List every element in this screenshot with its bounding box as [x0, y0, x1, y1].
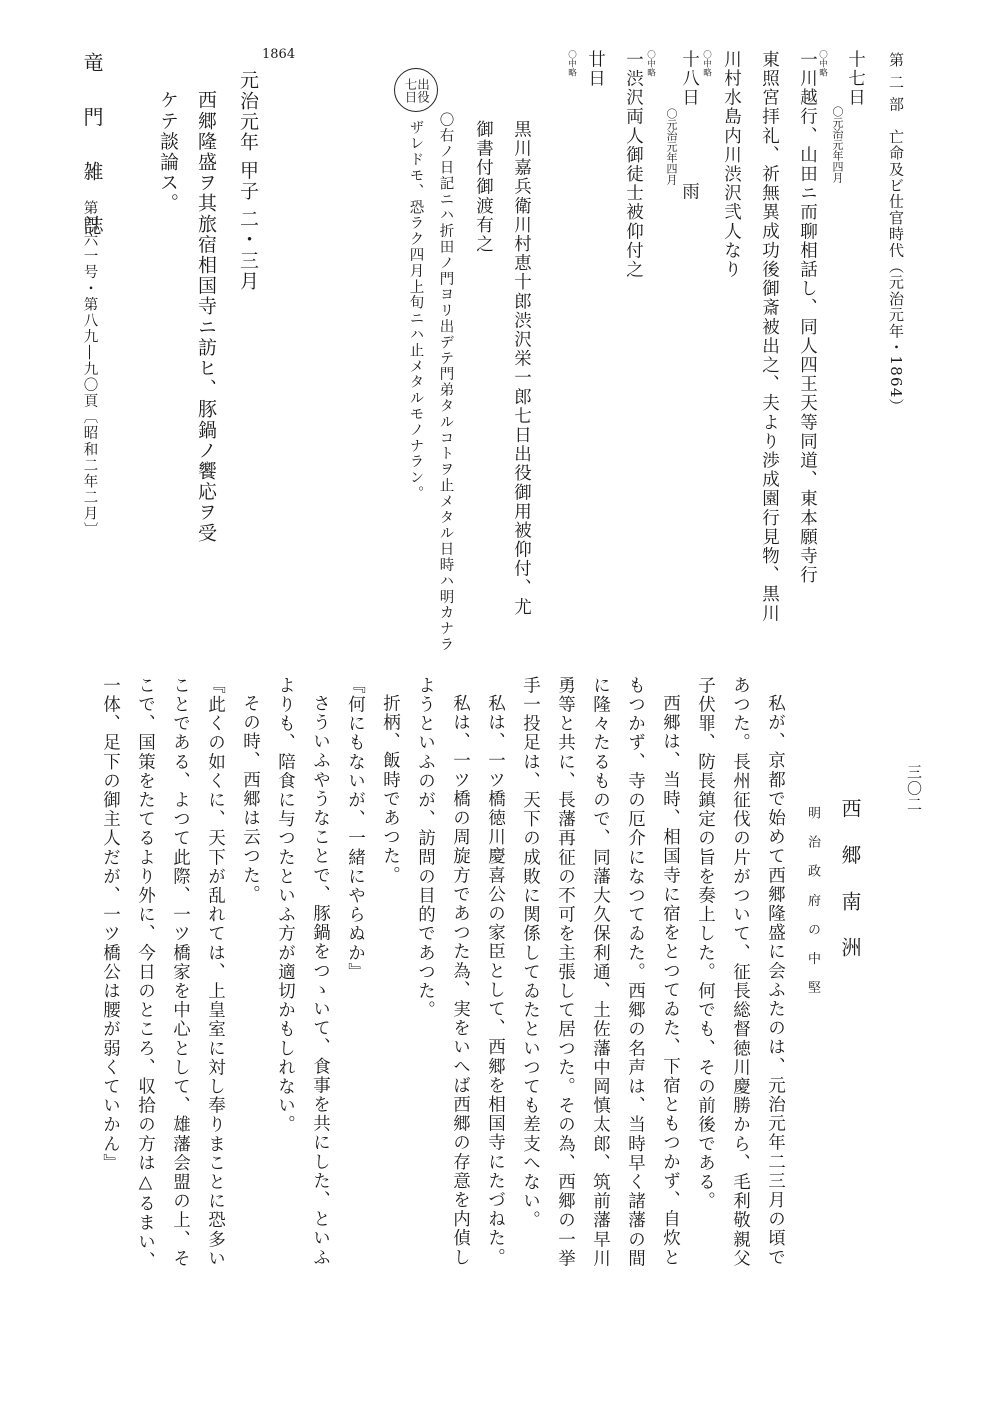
omission-mark: 〇中略: [701, 50, 712, 77]
article-title: 西 郷 南 洲: [838, 798, 862, 968]
diary-line-5: 黒川嘉兵衛川村恵十郎渋沢栄一郎七日出役御用被仰付、尤: [511, 120, 532, 617]
article-line: 一体、足下の御主人だが、一ツ橋公は腰が弱くていかん』: [100, 676, 121, 1173]
western-year: 1864: [262, 47, 296, 62]
entry-summary-1: 西郷隆盛ヲ其旅宿相国寺ニ訪ヒ、豚鍋ノ饗応ヲ受: [195, 90, 217, 544]
running-header: 第 二 部 亡命及ビ仕官時代（元治元年・1864）: [887, 52, 905, 415]
article-line: 子伏罪、防長鎮定の旨を奏上した。何でも、その前後である。: [695, 676, 716, 1211]
diary-date-17-note: 〇元治元年四月: [831, 106, 844, 183]
diary-date-18-note: 〇元治元年四月: [665, 108, 678, 185]
diary-line-6: 御書付御渡有之: [473, 120, 494, 254]
article-line: 西郷は、当時、相国寺に宿をとつてゐた、下宿ともつかず、自炊と: [660, 694, 681, 1267]
article-line: 手一投足は、天下の成敗に関係してゐたといつても差支へない。: [520, 676, 541, 1230]
article-line: よりも、陪食に与つたといふ方が適切かもしれない。: [275, 676, 296, 1135]
article-line: 『何にもないが、一緒にやらぬか』: [345, 676, 366, 982]
omission-mark: 〇中略: [645, 50, 656, 77]
badge-line-1: 七日: [403, 77, 418, 103]
article-line: 私が、京都で始めて西郷隆盛に会ふたのは、元治元年二三月の頃で: [765, 694, 786, 1267]
article-line: に隆々たるもので、同藩大久保利通、土佐藩中岡慎太郎、筑前藩早川: [590, 676, 611, 1269]
entry-summary-2: ケテ談論ス。: [157, 90, 179, 214]
page-number: 三〇二: [905, 764, 923, 813]
article-line: ことである、よつて此際、一ツ橋家を中心として、雄藩会盟の上、そ: [170, 676, 191, 1269]
omission-mark: 〇中略: [817, 50, 828, 77]
article-line: 『此くの如くに、天下が乱れては、上皇室に対し奉りまことに恐多い: [205, 676, 226, 1269]
article-line: こで、国策をたてるより外に、今日のところ、収拾の方は△るまい、: [135, 676, 156, 1271]
diary-line-2: 東照宮拝礼、祈無異成功後御斎被出之、夫より渉成園行見物、黒川: [759, 50, 780, 623]
article-line: 私は、一ツ橋の周旋方であつた為、実をいへば西郷の存意を内偵し: [450, 694, 471, 1267]
diary-date-17: 十七日: [845, 50, 866, 108]
diary-date-18: 十八日: [679, 50, 700, 108]
article-line: あつた。長州征伐の片がついて、征長総督徳川慶勝から、毛利敬親父: [730, 676, 751, 1269]
diary-line-1: 一川越行、山田ニ而聊相話し、同人四王天等同道、東本願寺行: [797, 50, 818, 585]
article-line: 勇等と共に、長藩再征の不可を主張して居つた。その為、西郷の一挙: [555, 676, 576, 1269]
dispatch-badge: [394, 68, 438, 112]
omission-mark: 〇中略: [566, 50, 577, 77]
article-line: ようといふのが、訪問の目的であつた。: [415, 676, 436, 1020]
article-line: その時、西郷は云つた。: [240, 694, 261, 905]
article-line: 私は、一ツ橋徳川慶喜公の家臣として、西郷を相国寺にたづねた。: [485, 694, 506, 1267]
editor-note-1: 〇右ノ日記ニハ折田ノ門ヨリ出デテ門弟タルコトヲ止メタル日時ハ明カナラ: [437, 112, 454, 653]
badge-line-2: 出役: [415, 77, 431, 103]
source-reference: 第四六一号・第八九―九〇頁〔昭和二年二月〕: [81, 200, 98, 539]
article-line: 折柄、飯時であつた。: [380, 694, 401, 885]
diary-date-20: 廿日: [585, 50, 606, 89]
source-title: 竜 門 雑 誌: [80, 52, 104, 250]
diary-weather: 雨: [679, 182, 700, 202]
diary-line-3: 川村水島内川渋沢弐人なり: [721, 50, 742, 280]
article-line: もつかず、寺の厄介になつてゐた。西郷の名声は、当時早く諸藩の間: [625, 676, 646, 1269]
diary-line-4: 一渋沢両人御徒士被仰付之: [623, 50, 644, 280]
article-subtitle: 明 治 政 府 の 中 堅: [805, 806, 820, 1000]
entry-date: 元治元年 甲子 二・三月: [237, 70, 259, 292]
article-line: さういふやうなことで、豚鍋をつゝいて、食事を共にした、といふ: [310, 694, 331, 1267]
editor-note-2: ザレドモ、恐ラク四月上旬ニハ止メタルモノナラン。: [407, 120, 424, 502]
